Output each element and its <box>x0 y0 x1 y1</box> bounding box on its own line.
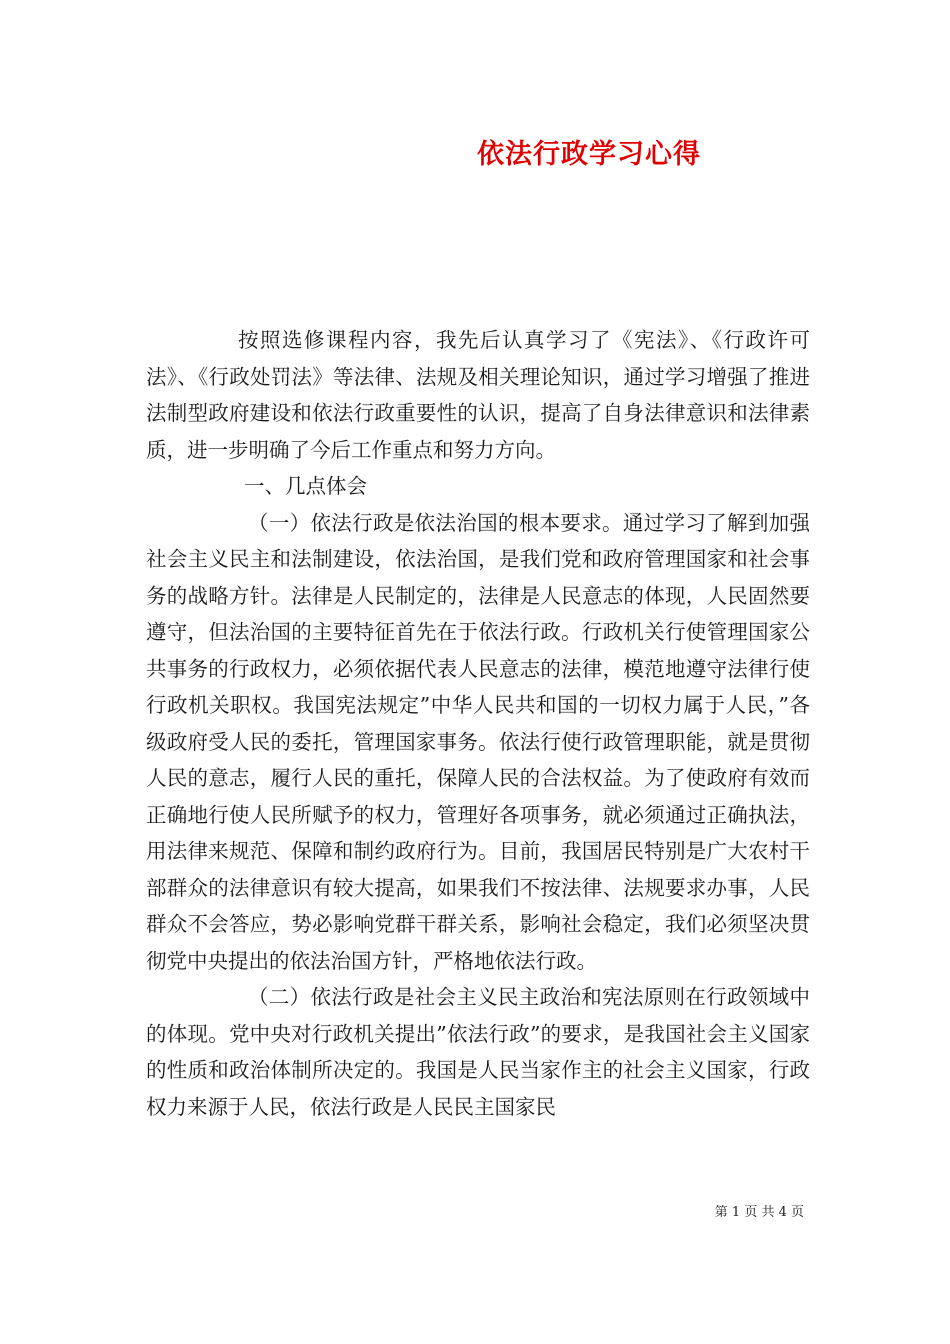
section-heading: 一、几点体会 <box>244 474 367 498</box>
point-one-paragraph: （一）依法行政是依法治国的根本要求。通过学习了解到加强社会主义民主和法制建设，依法治国，是我们党和政府管理国家和社会事务的战略方针。法律是人民制定的，法律是人民意志的体现，人民固然要遵守，但法治国的主要特征首先在于依法行政。行政机关行使管理国家公共事务的行政权力，必须依据代表人民意志的法律，模范地遵守法律行使行政机关职权。我国宪法规定”中华人民共和国的一切权力属于人民，”各级政府受人民的委托，管理国家事务。依法行使行政管理职能，就是贯彻人民的意志，履行人民的重托，保障人民的合法权益。为了使政府有效而正确地行使人民所赋予的权力，管理好各项事务，就必须通过正确执法，用法律来规范、保障和制约政府行为。目前，我国居民特别是广大农村干部群众的法律意识有较大提高，如果我们不按法律、法规要求办事，人民群众不会答应，势必影响党群干群关系，影响社会稳定，我们必须坚决贯彻党中央提出的依法治国方针，严格地依法行政。 <box>146 510 810 973</box>
page-number-footer: 第 1 页 共 4 页 <box>714 1205 804 1220</box>
intro-paragraph: 按照选修课程内容，我先后认真学习了《宪法》、《行政许可法》、《行政处罚法》等法律、法规及相关理论知识，通过学习增强了推进法制型政府建设和依法行政重要性的认识，提高了自身法律意识和法律素质，进一步明确了今后工作重点和努力方向。 <box>146 328 810 462</box>
document-title: 依法行政学习心得 <box>477 139 701 170</box>
point-two-paragraph: （二）依法行政是社会主义民主政治和宪法原则在行政领域中的体现。党中央对行政机关提出”依法行政”的要求，是我国社会主义国家的性质和政治体制所决定的。我国是人民当家作主的社会主义国家，行政权力来源于人民，依法行政是人民民主国家民 <box>146 985 810 1119</box>
document-body <box>146 322 810 1125</box>
